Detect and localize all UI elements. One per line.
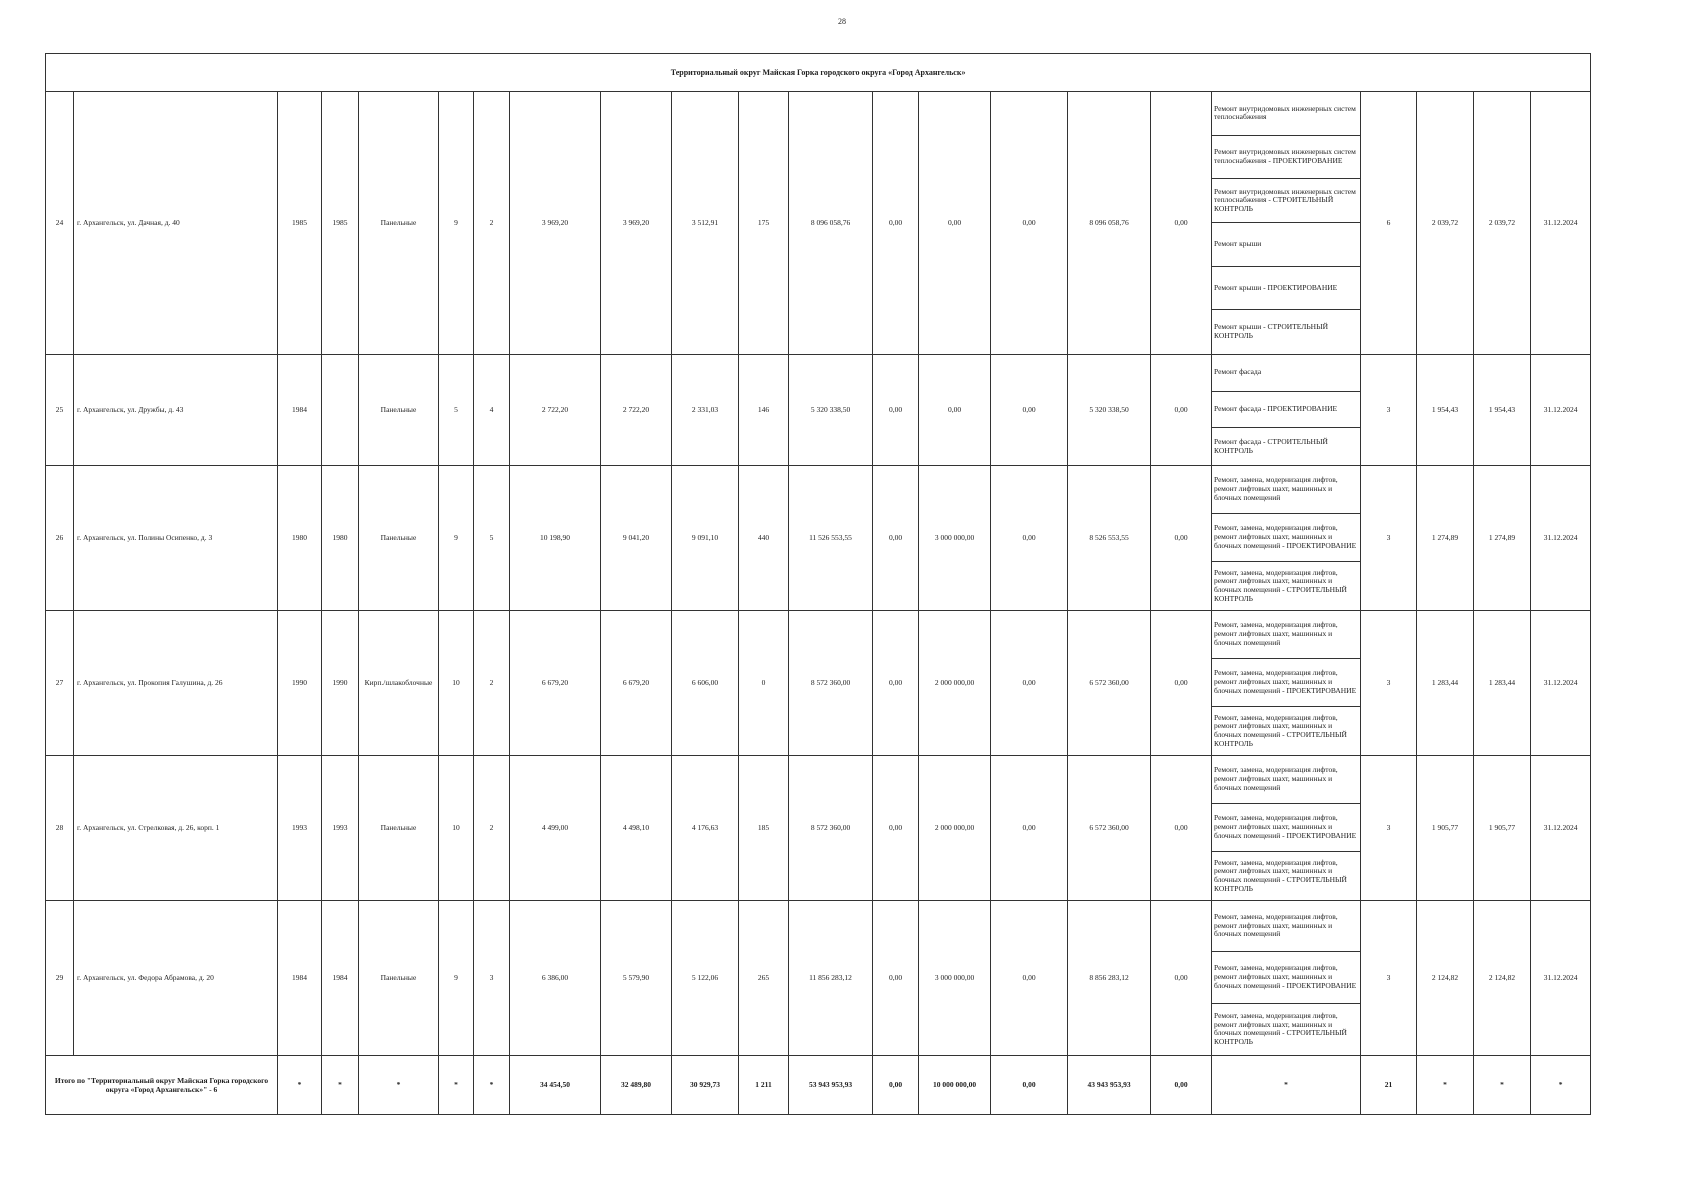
fund-regional-cell: 2 000 000,00 bbox=[919, 755, 991, 900]
works-count-cell: 3 bbox=[1361, 354, 1417, 465]
limit-cost-cell: 1 274,89 bbox=[1474, 465, 1531, 610]
total-year-commission: * bbox=[322, 1055, 359, 1114]
area-premises-cell: 3 969,20 bbox=[601, 92, 672, 355]
total-entrances: * bbox=[474, 1055, 510, 1114]
no-cell: 25 bbox=[46, 354, 74, 465]
cost-total-cell: 8 572 360,00 bbox=[789, 610, 873, 755]
entrances-cell: 3 bbox=[474, 900, 510, 1055]
year-commission-cell bbox=[322, 354, 359, 465]
area-residential-cell: 5 122,06 bbox=[672, 900, 739, 1055]
work-item: Ремонт, замена, модернизация лифтов, ремонт лифтовых шахт, машинных и блочных помещений bbox=[1212, 611, 1360, 659]
area-residential-cell: 6 606,00 bbox=[672, 610, 739, 755]
total-area-residential: 30 929,73 bbox=[672, 1055, 739, 1114]
total-fund-other: 0,00 bbox=[1151, 1055, 1212, 1114]
year-commission-cell: 1980 bbox=[322, 465, 359, 610]
work-item: Ремонт фасада - СТРОИТЕЛЬНЫЙ КОНТРОЛЬ bbox=[1214, 436, 1328, 455]
deadline-cell: 31.12.2024 bbox=[1531, 92, 1591, 355]
total-area-cell: 6 386,00 bbox=[510, 900, 601, 1055]
no-cell: 28 bbox=[46, 755, 74, 900]
total-works-count: 21 bbox=[1361, 1055, 1417, 1114]
fund-federal-cell: 0,00 bbox=[873, 755, 919, 900]
total-fund-federal: 0,00 bbox=[873, 1055, 919, 1114]
fund-owners-cell: 8 096 058,76 bbox=[1068, 92, 1151, 355]
address-cell: г. Архангельск, ул. Дачная, д. 40 bbox=[74, 92, 278, 355]
work-item: Ремонт, замена, модернизация лифтов, ремонт лифтовых шахт, машинных и блочных помещений - ПРОЕКТИРОВАНИЕ bbox=[1212, 804, 1360, 852]
fund-regional-cell: 3 000 000,00 bbox=[919, 465, 991, 610]
works-count-cell: 3 bbox=[1361, 465, 1417, 610]
fund-other-cell: 0,00 bbox=[1151, 92, 1212, 355]
residents-cell: 265 bbox=[739, 900, 789, 1055]
address-cell: г. Архангельск, ул. Дружбы, д. 43 bbox=[74, 354, 278, 465]
wall-material-cell: Панельные bbox=[359, 900, 439, 1055]
work-item: Ремонт, замена, модернизация лифтов, ремонт лифтовых шахт, машинных и блочных помещений bbox=[1212, 466, 1360, 514]
unit-cost-cell: 2 039,72 bbox=[1417, 92, 1474, 355]
year-built-cell: 1985 bbox=[278, 92, 322, 355]
table-row bbox=[46, 354, 1591, 465]
works-count-cell: 3 bbox=[1361, 900, 1417, 1055]
total-wall-material: * bbox=[359, 1055, 439, 1114]
area-residential-cell: 3 512,91 bbox=[672, 92, 739, 355]
page-number: 28 bbox=[838, 17, 846, 26]
total-residents: 1 211 bbox=[739, 1055, 789, 1114]
area-residential-cell: 4 176,63 bbox=[672, 755, 739, 900]
works-count-cell: 6 bbox=[1361, 92, 1417, 355]
floors-cell: 9 bbox=[439, 92, 474, 355]
cost-total-cell: 8 572 360,00 bbox=[789, 755, 873, 900]
total-floors: * bbox=[439, 1055, 474, 1114]
address-cell: г. Архангельск, ул. Федора Абрамова, д. 20 bbox=[74, 900, 278, 1055]
residents-cell: 0 bbox=[739, 610, 789, 755]
table-row bbox=[46, 465, 1591, 610]
total-works: * bbox=[1212, 1055, 1361, 1114]
address-cell: г. Архангельск, ул. Полины Осипенко, д. 3 bbox=[74, 465, 278, 610]
no-cell: 29 bbox=[46, 900, 74, 1055]
works-cell bbox=[1212, 465, 1361, 610]
total-fund-owners: 43 943 953,93 bbox=[1068, 1055, 1151, 1114]
year-built-cell: 1980 bbox=[278, 465, 322, 610]
no-cell: 26 bbox=[46, 465, 74, 610]
total-total-area: 34 454,50 bbox=[510, 1055, 601, 1114]
fund-other-cell: 0,00 bbox=[1151, 354, 1212, 465]
no-cell: 24 bbox=[46, 92, 74, 355]
work-item: Ремонт, замена, модернизация лифтов, ремонт лифтовых шахт, машинных и блочных помещений - ПРОЕКТИРОВАНИЕ bbox=[1212, 659, 1360, 707]
entrances-cell: 2 bbox=[474, 755, 510, 900]
total-area-cell: 6 679,20 bbox=[510, 610, 601, 755]
wall-material-cell: Панельные bbox=[359, 354, 439, 465]
area-premises-cell: 4 498,10 bbox=[601, 755, 672, 900]
year-commission-cell: 1990 bbox=[322, 610, 359, 755]
year-commission-cell: 1985 bbox=[322, 92, 359, 355]
fund-owners-cell: 6 572 360,00 bbox=[1068, 610, 1151, 755]
fund-local-cell: 0,00 bbox=[991, 465, 1068, 610]
fund-federal-cell: 0,00 bbox=[873, 900, 919, 1055]
works-cell bbox=[1212, 610, 1361, 755]
total-fund-regional: 10 000 000,00 bbox=[919, 1055, 991, 1114]
unit-cost-cell: 2 124,82 bbox=[1417, 900, 1474, 1055]
work-item: Ремонт, замена, модернизация лифтов, ремонт лифтовых шахт, машинных и блочных помещений - ПРОЕКТИРОВАНИЕ bbox=[1212, 952, 1360, 1003]
unit-cost-cell: 1 905,77 bbox=[1417, 755, 1474, 900]
entrances-cell: 2 bbox=[474, 610, 510, 755]
deadline-cell: 31.12.2024 bbox=[1531, 900, 1591, 1055]
fund-regional-cell: 2 000 000,00 bbox=[919, 610, 991, 755]
cost-total-cell: 11 856 283,12 bbox=[789, 900, 873, 1055]
total-deadline: * bbox=[1531, 1055, 1591, 1114]
deadline-cell: 31.12.2024 bbox=[1531, 755, 1591, 900]
works-count-cell: 3 bbox=[1361, 610, 1417, 755]
no-cell: 27 bbox=[46, 610, 74, 755]
works-cell bbox=[1212, 755, 1361, 900]
unit-cost-cell: 1 283,44 bbox=[1417, 610, 1474, 755]
work-item: Ремонт, замена, модернизация лифтов, ремонт лифтовых шахт, машинных и блочных помещений - ПРОЕКТИРОВАНИЕ bbox=[1212, 514, 1360, 562]
address-cell: г. Архангельск, ул. Стрелковая, д. 26, корп. 1 bbox=[74, 755, 278, 900]
unit-cost-cell: 1 274,89 bbox=[1417, 465, 1474, 610]
fund-federal-cell: 0,00 bbox=[873, 354, 919, 465]
works-cell bbox=[1212, 900, 1361, 1055]
work-item: Ремонт, замена, модернизация лифтов, ремонт лифтовых шахт, машинных и блочных помещений bbox=[1212, 901, 1360, 952]
wall-material-cell: Кирп./шлакоблочные bbox=[359, 610, 439, 755]
residents-cell: 175 bbox=[739, 92, 789, 355]
wall-material-cell: Панельные bbox=[359, 92, 439, 355]
entrances-cell: 2 bbox=[474, 92, 510, 355]
fund-owners-cell: 8 526 553,55 bbox=[1068, 465, 1151, 610]
entrances-cell: 4 bbox=[474, 354, 510, 465]
floors-cell: 10 bbox=[439, 755, 474, 900]
residents-cell: 440 bbox=[739, 465, 789, 610]
total-area-cell: 3 969,20 bbox=[510, 92, 601, 355]
table-row bbox=[46, 755, 1591, 900]
total-area-cell: 4 499,00 bbox=[510, 755, 601, 900]
total-area-premises: 32 489,80 bbox=[601, 1055, 672, 1114]
fund-regional-cell: 0,00 bbox=[919, 92, 991, 355]
year-built-cell: 1990 bbox=[278, 610, 322, 755]
wall-material-cell: Панельные bbox=[359, 755, 439, 900]
works-cell bbox=[1212, 354, 1361, 465]
fund-federal-cell: 0,00 bbox=[873, 610, 919, 755]
table-row bbox=[46, 900, 1591, 1055]
floors-cell: 5 bbox=[439, 354, 474, 465]
fund-local-cell: 0,00 bbox=[991, 92, 1068, 355]
deadline-cell: 31.12.2024 bbox=[1531, 610, 1591, 755]
area-premises-cell: 6 679,20 bbox=[601, 610, 672, 755]
residents-cell: 185 bbox=[739, 755, 789, 900]
fund-other-cell: 0,00 bbox=[1151, 755, 1212, 900]
district-title: Территориальный округ Майская Горка городского округа «Город Архангельск» bbox=[46, 54, 1591, 92]
deadline-cell: 31.12.2024 bbox=[1531, 354, 1591, 465]
area-residential-cell: 2 331,03 bbox=[672, 354, 739, 465]
total-area-cell: 2 722,20 bbox=[510, 354, 601, 465]
address-cell: г. Архангельск, ул. Прокопия Галушина, д. 26 bbox=[74, 610, 278, 755]
fund-local-cell: 0,00 bbox=[991, 755, 1068, 900]
table-row bbox=[46, 610, 1591, 755]
works-count-cell: 3 bbox=[1361, 755, 1417, 900]
work-item: Ремонт внутридомовых инженерных систем теплоснабжения - СТРОИТЕЛЬНЫЙ КОНТРОЛЬ bbox=[1212, 179, 1360, 223]
limit-cost-cell: 2 039,72 bbox=[1474, 92, 1531, 355]
limit-cost-cell: 1 905,77 bbox=[1474, 755, 1531, 900]
work-item: Ремонт фасада bbox=[1212, 355, 1360, 392]
floors-cell: 10 bbox=[439, 610, 474, 755]
area-premises-cell: 9 041,20 bbox=[601, 465, 672, 610]
fund-other-cell: 0,00 bbox=[1151, 465, 1212, 610]
floors-cell: 9 bbox=[439, 465, 474, 610]
total-unit-cost: * bbox=[1417, 1055, 1474, 1114]
year-built-cell: 1984 bbox=[278, 354, 322, 465]
work-item: Ремонт, замена, модернизация лифтов, ремонт лифтовых шахт, машинных и блочных помещений bbox=[1212, 756, 1360, 804]
total-limit-cost: * bbox=[1474, 1055, 1531, 1114]
work-item: Ремонт внутридомовых инженерных систем теплоснабжения bbox=[1212, 92, 1360, 136]
unit-cost-cell: 1 954,43 bbox=[1417, 354, 1474, 465]
fund-owners-cell: 8 856 283,12 bbox=[1068, 900, 1151, 1055]
fund-other-cell: 0,00 bbox=[1151, 610, 1212, 755]
work-item: Ремонт, замена, модернизация лифтов, ремонт лифтовых шахт, машинных и блочных помещений - СТРОИТЕЛЬНЫЙ КОНТРОЛЬ bbox=[1214, 1010, 1347, 1046]
work-item: Ремонт крыши - ПРОЕКТИРОВАНИЕ bbox=[1212, 267, 1360, 311]
repair-program-table bbox=[45, 53, 1591, 1115]
limit-cost-cell: 1 954,43 bbox=[1474, 354, 1531, 465]
area-premises-cell: 5 579,90 bbox=[601, 900, 672, 1055]
table-row bbox=[46, 92, 1591, 355]
deadline-cell: 31.12.2024 bbox=[1531, 465, 1591, 610]
cost-total-cell: 8 096 058,76 bbox=[789, 92, 873, 355]
total-cost-total: 53 943 953,93 bbox=[789, 1055, 873, 1114]
fund-regional-cell: 3 000 000,00 bbox=[919, 900, 991, 1055]
fund-federal-cell: 0,00 bbox=[873, 92, 919, 355]
fund-regional-cell: 0,00 bbox=[919, 354, 991, 465]
work-item: Ремонт внутридомовых инженерных систем теплоснабжения - ПРОЕКТИРОВАНИЕ bbox=[1212, 136, 1360, 180]
entrances-cell: 5 bbox=[474, 465, 510, 610]
total-fund-local: 0,00 bbox=[991, 1055, 1068, 1114]
year-commission-cell: 1984 bbox=[322, 900, 359, 1055]
work-item: Ремонт, замена, модернизация лифтов, ремонт лифтовых шахт, машинных и блочных помещений - СТРОИТЕЛЬНЫЙ КОНТРОЛЬ bbox=[1214, 857, 1347, 893]
work-item: Ремонт крыши bbox=[1212, 223, 1360, 267]
work-item: Ремонт, замена, модернизация лифтов, ремонт лифтовых шахт, машинных и блочных помещений - СТРОИТЕЛЬНЫЙ КОНТРОЛЬ bbox=[1214, 712, 1347, 748]
limit-cost-cell: 1 283,44 bbox=[1474, 610, 1531, 755]
works-cell bbox=[1212, 92, 1361, 355]
fund-owners-cell: 5 320 338,50 bbox=[1068, 354, 1151, 465]
totals-row bbox=[46, 1055, 1591, 1114]
fund-local-cell: 0,00 bbox=[991, 610, 1068, 755]
work-item: Ремонт фасада - ПРОЕКТИРОВАНИЕ bbox=[1212, 392, 1360, 429]
totals-label: Итого по "Территориальный округ Майская Горка городского округа «Город Архангельск»" - 6 bbox=[46, 1055, 278, 1114]
cost-total-cell: 11 526 553,55 bbox=[789, 465, 873, 610]
year-built-cell: 1993 bbox=[278, 755, 322, 900]
fund-owners-cell: 6 572 360,00 bbox=[1068, 755, 1151, 900]
wall-material-cell: Панельные bbox=[359, 465, 439, 610]
fund-local-cell: 0,00 bbox=[991, 900, 1068, 1055]
year-built-cell: 1984 bbox=[278, 900, 322, 1055]
work-item: Ремонт крыши - СТРОИТЕЛЬНЫЙ КОНТРОЛЬ bbox=[1214, 322, 1329, 341]
limit-cost-cell: 2 124,82 bbox=[1474, 900, 1531, 1055]
area-premises-cell: 2 722,20 bbox=[601, 354, 672, 465]
total-area-cell: 10 198,90 bbox=[510, 465, 601, 610]
fund-local-cell: 0,00 bbox=[991, 354, 1068, 465]
total-year-built: * bbox=[278, 1055, 322, 1114]
floors-cell: 9 bbox=[439, 900, 474, 1055]
area-residential-cell: 9 091,10 bbox=[672, 465, 739, 610]
residents-cell: 146 bbox=[739, 354, 789, 465]
fund-other-cell: 0,00 bbox=[1151, 900, 1212, 1055]
work-item: Ремонт, замена, модернизация лифтов, ремонт лифтовых шахт, машинных и блочных помещений - СТРОИТЕЛЬНЫЙ КОНТРОЛЬ bbox=[1214, 567, 1347, 603]
fund-federal-cell: 0,00 bbox=[873, 465, 919, 610]
year-commission-cell: 1993 bbox=[322, 755, 359, 900]
cost-total-cell: 5 320 338,50 bbox=[789, 354, 873, 465]
